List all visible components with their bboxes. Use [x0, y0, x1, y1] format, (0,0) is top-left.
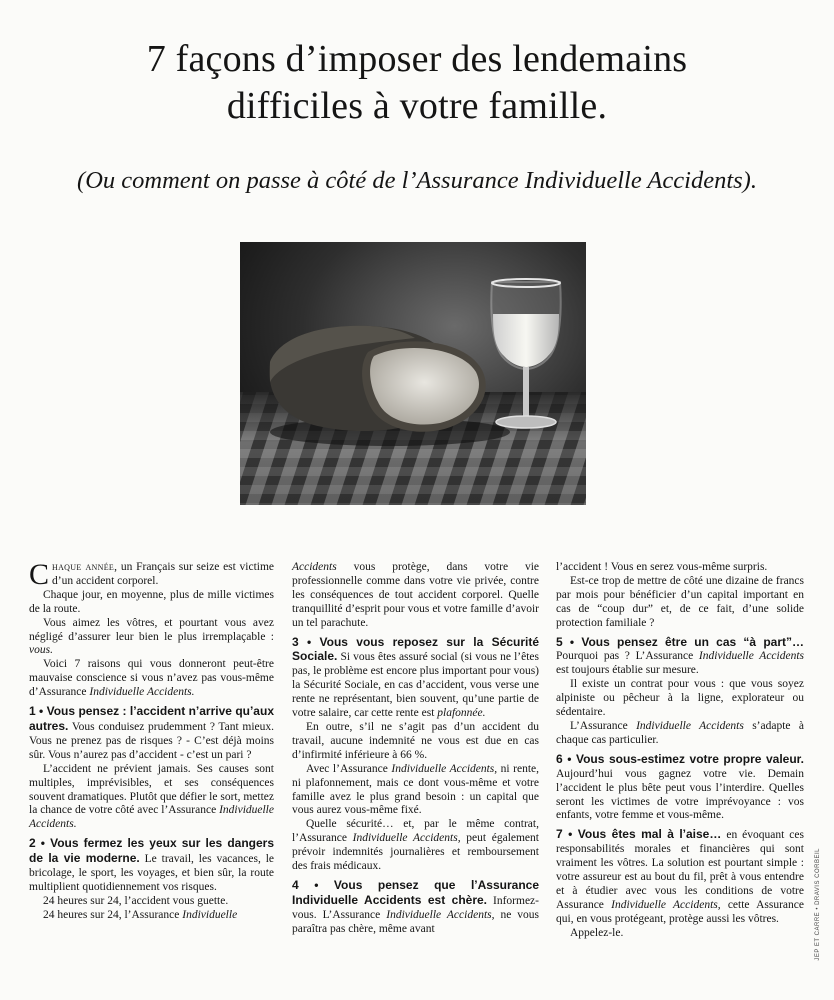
paragraph: L’accident ne prévient jamais. Ses causes sont multiples, imprévisibles, et ses conséquences souvent dramatiques. Plutôt que défier le sort, mettez la chance de votre côté avec l’Assurance Individuelle Accidents. — [29, 762, 274, 831]
intro-text: un Français sur seize est victime d’un accident corporel. — [52, 561, 275, 587]
reason-4-heading: 4 • Vous pensez que l’Assurance Individuelle Accidents est chère. — [292, 877, 539, 907]
paragraph: 24 heures sur 24, l’accident vous guette. — [43, 894, 229, 907]
article-column-3 — [556, 561, 804, 941]
paragraph: Est-ce trop de mettre de côté une dizaine de francs par mois pour bénéficier d’un capital important en cas de “coup dur” et, de ce fait, d’une solide protection familiale ? — [556, 574, 804, 629]
paragraph: Chaque jour, en moyenne, plus de mille victimes de la route. — [29, 588, 274, 615]
paragraph: Vous aimez les vôtres, et pourtant vous avez négligé d’assurer leur bien le plus irremplaçable : vous. — [29, 616, 274, 657]
reason-5: 5 • Vous pensez être un cas “à part”… Pourquoi pas ? L’Assurance Individuelle Accidents est toujours établie sur mesure. — [556, 634, 804, 677]
paragraph: 24 heures sur 24, l’Assurance Individuelle — [43, 908, 238, 921]
paragraph: Avec l’Assurance Individuelle Accidents, ni rente, ni plafonnement, mais ce dont vous-même et votre famille avez le plus grand besoin : un capital que vous aurez vous-même fixé. — [292, 762, 539, 817]
printer-credit: JEP ET CARRÉ • DRAVIS CORBEIL — [815, 848, 821, 961]
reason-6: 6 • Vous sous-estimez votre propre valeur. Aujourd’hui vous gagnez votre vie. Demain l’accident le plus bête peut vous l’interdire. Quelles seront les victimes de votre imprévoyance : vos enfants, votre femme et vous-même. — [556, 751, 804, 822]
paragraph: Voici 7 raisons qui vous donneront peut-être mauvaise conscience si vous n’avez pas vous-même d’Assurance Individuelle Accidents. — [29, 658, 274, 699]
paragraph: Quelle sécurité… et, par le même contrat, l’Assurance Individuelle Accidents, peut également prévoir indemnités journalières et remboursement des frais médicaux. — [292, 818, 539, 873]
reason-6-heading: 6 • Vous sous-estimez votre propre valeur. — [556, 751, 804, 766]
intro-lead: haque année, — [52, 561, 118, 573]
subheadline: (Ou comment on passe à côté de l’Assurance Individuelle Accidents). — [77, 167, 757, 194]
drop-cap: C — [29, 558, 50, 591]
article-column-1 — [29, 558, 275, 923]
reason-4: 4 • Vous pensez que l’Assurance Individuelle Accidents est chère. Informez-vous. L’Assurance Individuelle Accidents, ne vous paraîtra pas chère, même avant — [292, 877, 540, 935]
reason-7-heading: 7 • Vous êtes mal à l’aise… — [556, 827, 722, 842]
reason-3-heading: 3 • Vous vous reposez sur la Sécurité Sociale. — [292, 634, 539, 664]
bread-and-wine-photo — [240, 242, 586, 505]
paragraph: l’accident ! Vous en serez vous-même surpris. — [556, 561, 768, 573]
headline — [40, 36, 794, 130]
reason-5-heading: 5 • Vous pensez être un cas “à part”… — [556, 634, 804, 649]
headline-line-1: 7 façons d’imposer des lendemains — [146, 38, 688, 80]
paragraph: En outre, s’il ne s’agit pas d’un accident du travail, aucune indemnité ne vous est due en cas d’infirmité inférieure à 66 %. — [292, 720, 539, 761]
reason-1-heading: 1 • Vous pensez : l’accident n’arrive qu’aux autres. — [29, 704, 274, 733]
paragraph: Il existe un contrat pour vous : que vous soyez alpiniste ou pêcheur à la ligne, explorateur ou sédentaire. — [556, 678, 804, 719]
headline-line-2: difficiles à votre famille. — [226, 85, 608, 127]
article-column-2 — [292, 561, 539, 937]
reason-2: 2 • Vous fermez les yeux sur les dangers de la vie moderne. Le travail, les vacances, le bricolage, le sport, les voyages, et bien sûr, la route multiplient quotidiennement vos risques. — [29, 836, 274, 893]
paragraph: Accidents vous protège, dans votre vie professionnelle comme dans votre vie privée, contre les conséquences de tout accident corporel. Quelle tranquillité d’esprit pour vous et votre famille d’avoir un tel parachute. — [292, 561, 539, 629]
paragraph: L’Assurance Individuelle Accidents s’adapte à chaque cas particulier. — [556, 719, 804, 746]
reason-2-heading: 2 • Vous fermez les yeux sur les dangers de la vie moderne. — [29, 836, 274, 866]
reason-1: 1 • Vous pensez : l’accident n’arrive qu’aux autres. Vous conduisez prudemment ? Tant mieux. Vous ne prenez pas de risques ? - C’est déjà moins sûr. Vous n’aurez pas d’accident - c’est un pari ? — [29, 704, 274, 761]
reason-7: 7 • Vous êtes mal à l’aise… en évoquant ces responsabilités morales et financières qui sont vraiment les vôtres. La solution est pourtant simple : votre assureur est au bout du fil, prêt à vous entendre et à étudier avec vous les conditions de votre Assurance Individuelle Accidents, cette Assurance qui, en vous protégeant, protège aussi les vôtres. — [556, 827, 804, 925]
reason-3: 3 • Vous vous reposez sur la Sécurité Sociale. Si vous êtes assuré social (si vous ne l’êtes pas, le problème est encore plus important pour vous) la Sécurité Sociale, en cas d’accident, vous verse une rente ne représentant, bien souvent, qu’une partie de votre salaire, car cette rente est plafonnée. — [292, 634, 539, 720]
intro-paragraph — [29, 558, 275, 591]
closing-line: Appelez-le. — [570, 926, 624, 939]
